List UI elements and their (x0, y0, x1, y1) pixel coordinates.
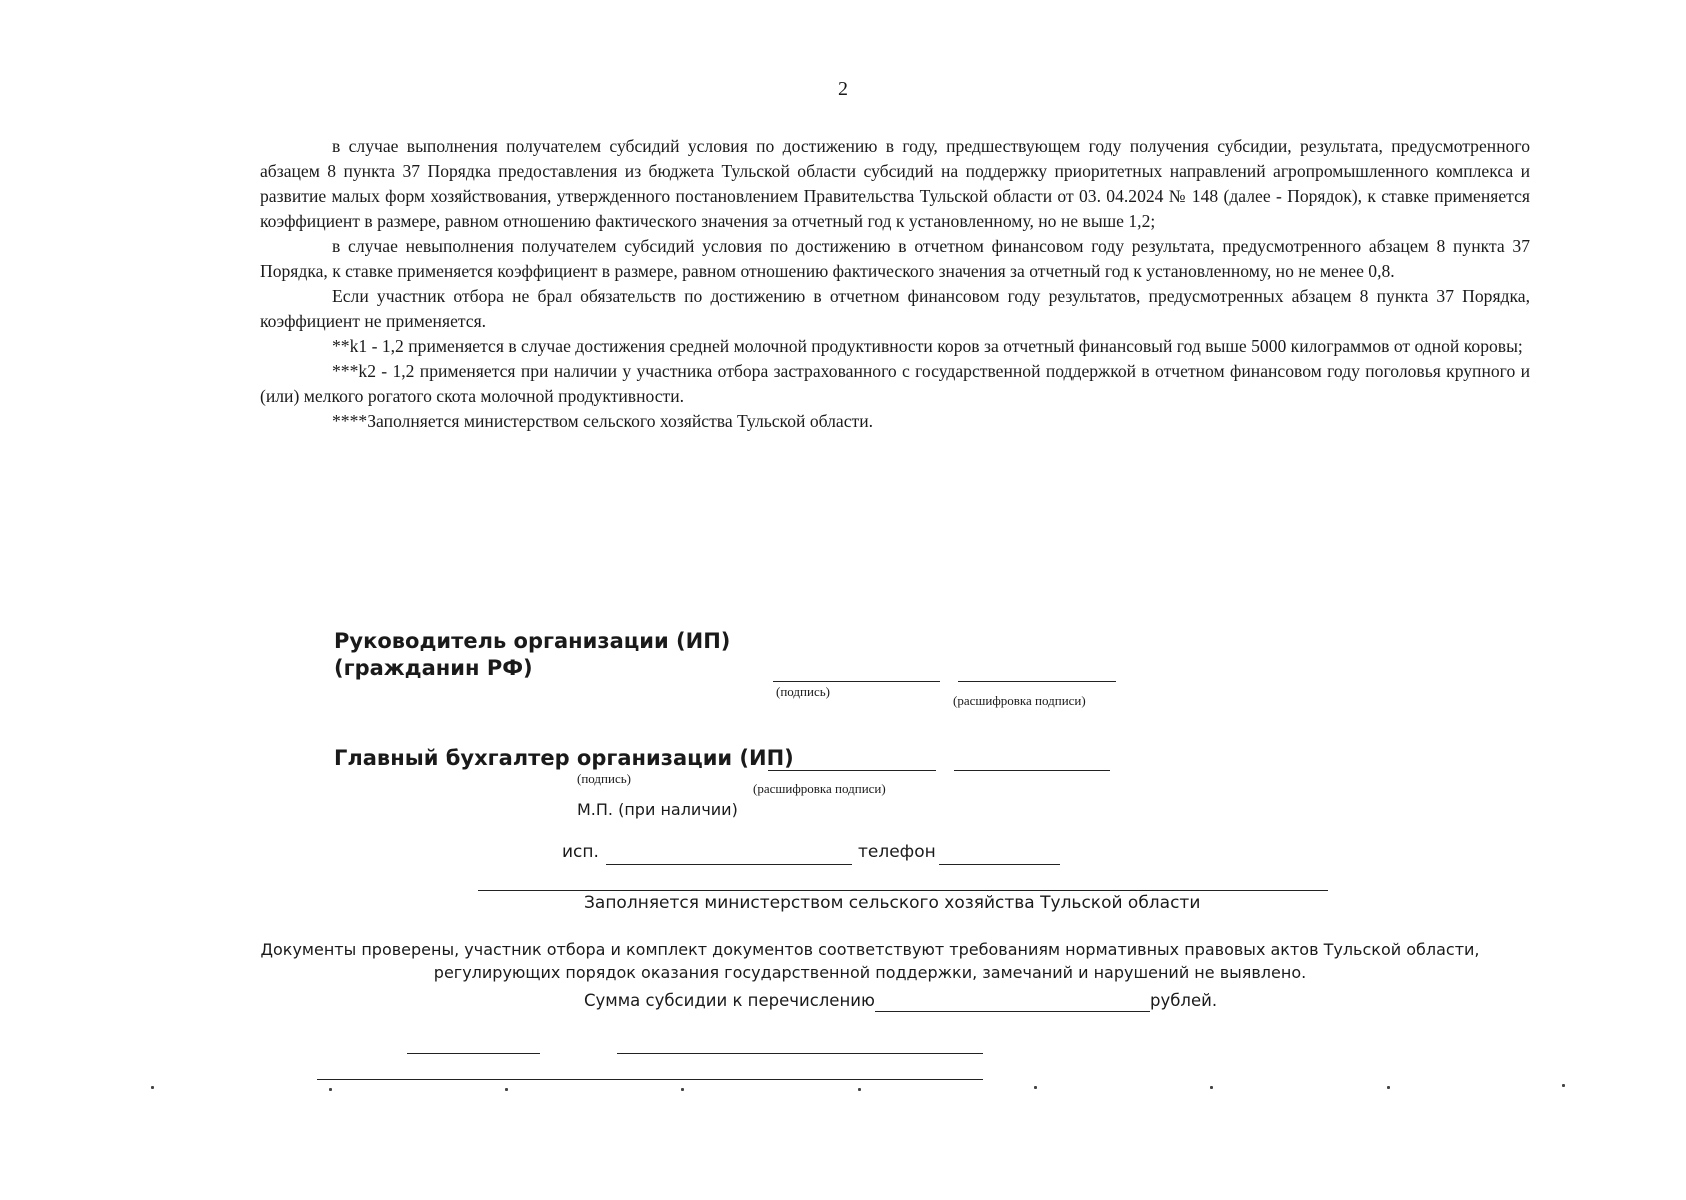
scan-speck (151, 1086, 154, 1089)
scan-speck (858, 1088, 861, 1091)
accountant-decoding-caption: (расшифровка подписи) (753, 781, 886, 796)
head-signature-caption: (подпись) (776, 684, 830, 699)
paragraph-coefficient-fulfilled: в случае выполнения получателем субсидий условия по достижению в году, предшествующем году получения субсидии, результата, предусмотренного абзацем 8 пункта 37 Порядка предоставления из бюджета Тульской области субсидий на поддержку приоритетных направлений агропромышленного комплекса и развитие малых форм хозяйствования, утвержденного постановлением Правительства Тульской области от 03. 04.2024 № 148 (далее - Порядок), к ставке применяется коэффициент в размере, равном отношению фактического значения за отчетный год к установленному, но не выше 1,2; (260, 136, 1530, 231)
bottom-wide-line (317, 1079, 983, 1080)
phone-label: телефон (858, 842, 936, 862)
scan-speck (1387, 1086, 1390, 1089)
accountant-title: Главный бухгалтер организации (ИП) (334, 746, 794, 770)
accountant-signature-line (768, 770, 936, 771)
head-title (334, 628, 730, 682)
executor-label: исп. (562, 842, 599, 862)
scan-speck (505, 1088, 508, 1091)
ministry-section-separator (478, 890, 1328, 891)
footnote-k1: **k1 - 1,2 применяется в случае достижения средней молочной продуктивности коров за отчетный финансовый год выше 5000 килограммов от одной коровы; (332, 336, 1523, 356)
bottom-short-line (407, 1053, 540, 1054)
paragraph-coefficient-not-fulfilled: в случае невыполнения получателем субсидий условия по достижению в отчетном финансовом году результата, предусмотренного абзацем 8 пункта 37 Порядка, к ставке применяется коэффициент в размере, равном отношению фактического значения за отчетный год к установленному, но не менее 0,8. (260, 236, 1530, 281)
footnote-ministry: ****Заполняется министерством сельского хозяйства Тульской области. (332, 411, 874, 431)
paragraph-no-obligations: Если участник отбора не брал обязательств по достижению в отчетном финансовом году результатов, предусмотренных абзацем 8 пункта 37 Порядка, коэффициент не применяется. (260, 286, 1530, 331)
head-decoding-line (958, 681, 1116, 682)
ministry-section-heading: Заполняется министерством сельского хозяйства Тульской области (584, 893, 1201, 913)
verification-line2: регулирующих порядок оказания государственной поддержки, замечаний и нарушений не выявлено. (433, 963, 1307, 982)
subsidy-currency: рублей. (1150, 991, 1218, 1010)
verification-statement (220, 938, 1520, 984)
footnote-k2: ***k2 - 1,2 применяется при наличии у участника отбора застрахованного с государственной поддержкой в отчетном финансовом году поголовья крупного и (или) мелкого рогатого скота молочной продуктивности. (260, 361, 1530, 406)
scan-speck (681, 1088, 684, 1091)
bottom-long-line (617, 1053, 983, 1054)
head-signature-line (773, 681, 940, 682)
executor-field-line[interactable] (606, 864, 852, 865)
accountant-decoding-line (954, 770, 1110, 771)
accountant-signature-caption: (подпись) (577, 771, 631, 786)
stamp-label: М.П. (при наличии) (577, 800, 738, 819)
phone-field-line[interactable] (939, 864, 1060, 865)
scan-speck (1210, 1086, 1213, 1089)
head-decoding-caption: (расшифровка подписи) (953, 693, 1086, 708)
scan-speck (1034, 1086, 1037, 1089)
body-text (260, 134, 1530, 434)
subsidy-sum-label: Сумма субсидии к перечислению (584, 991, 875, 1010)
head-title-line2: (гражданин РФ) (334, 656, 533, 680)
subsidy-sum-field-line[interactable] (875, 1011, 1150, 1012)
scan-speck (1562, 1084, 1565, 1087)
scan-speck (329, 1088, 332, 1091)
verification-line1: Документы проверены, участник отбора и комплект документов соответствуют требованиям нормативных правовых актов Тульской области, (260, 940, 1480, 959)
page-number: 2 (838, 78, 848, 100)
head-title-line1: Руководитель организации (ИП) (334, 629, 731, 653)
